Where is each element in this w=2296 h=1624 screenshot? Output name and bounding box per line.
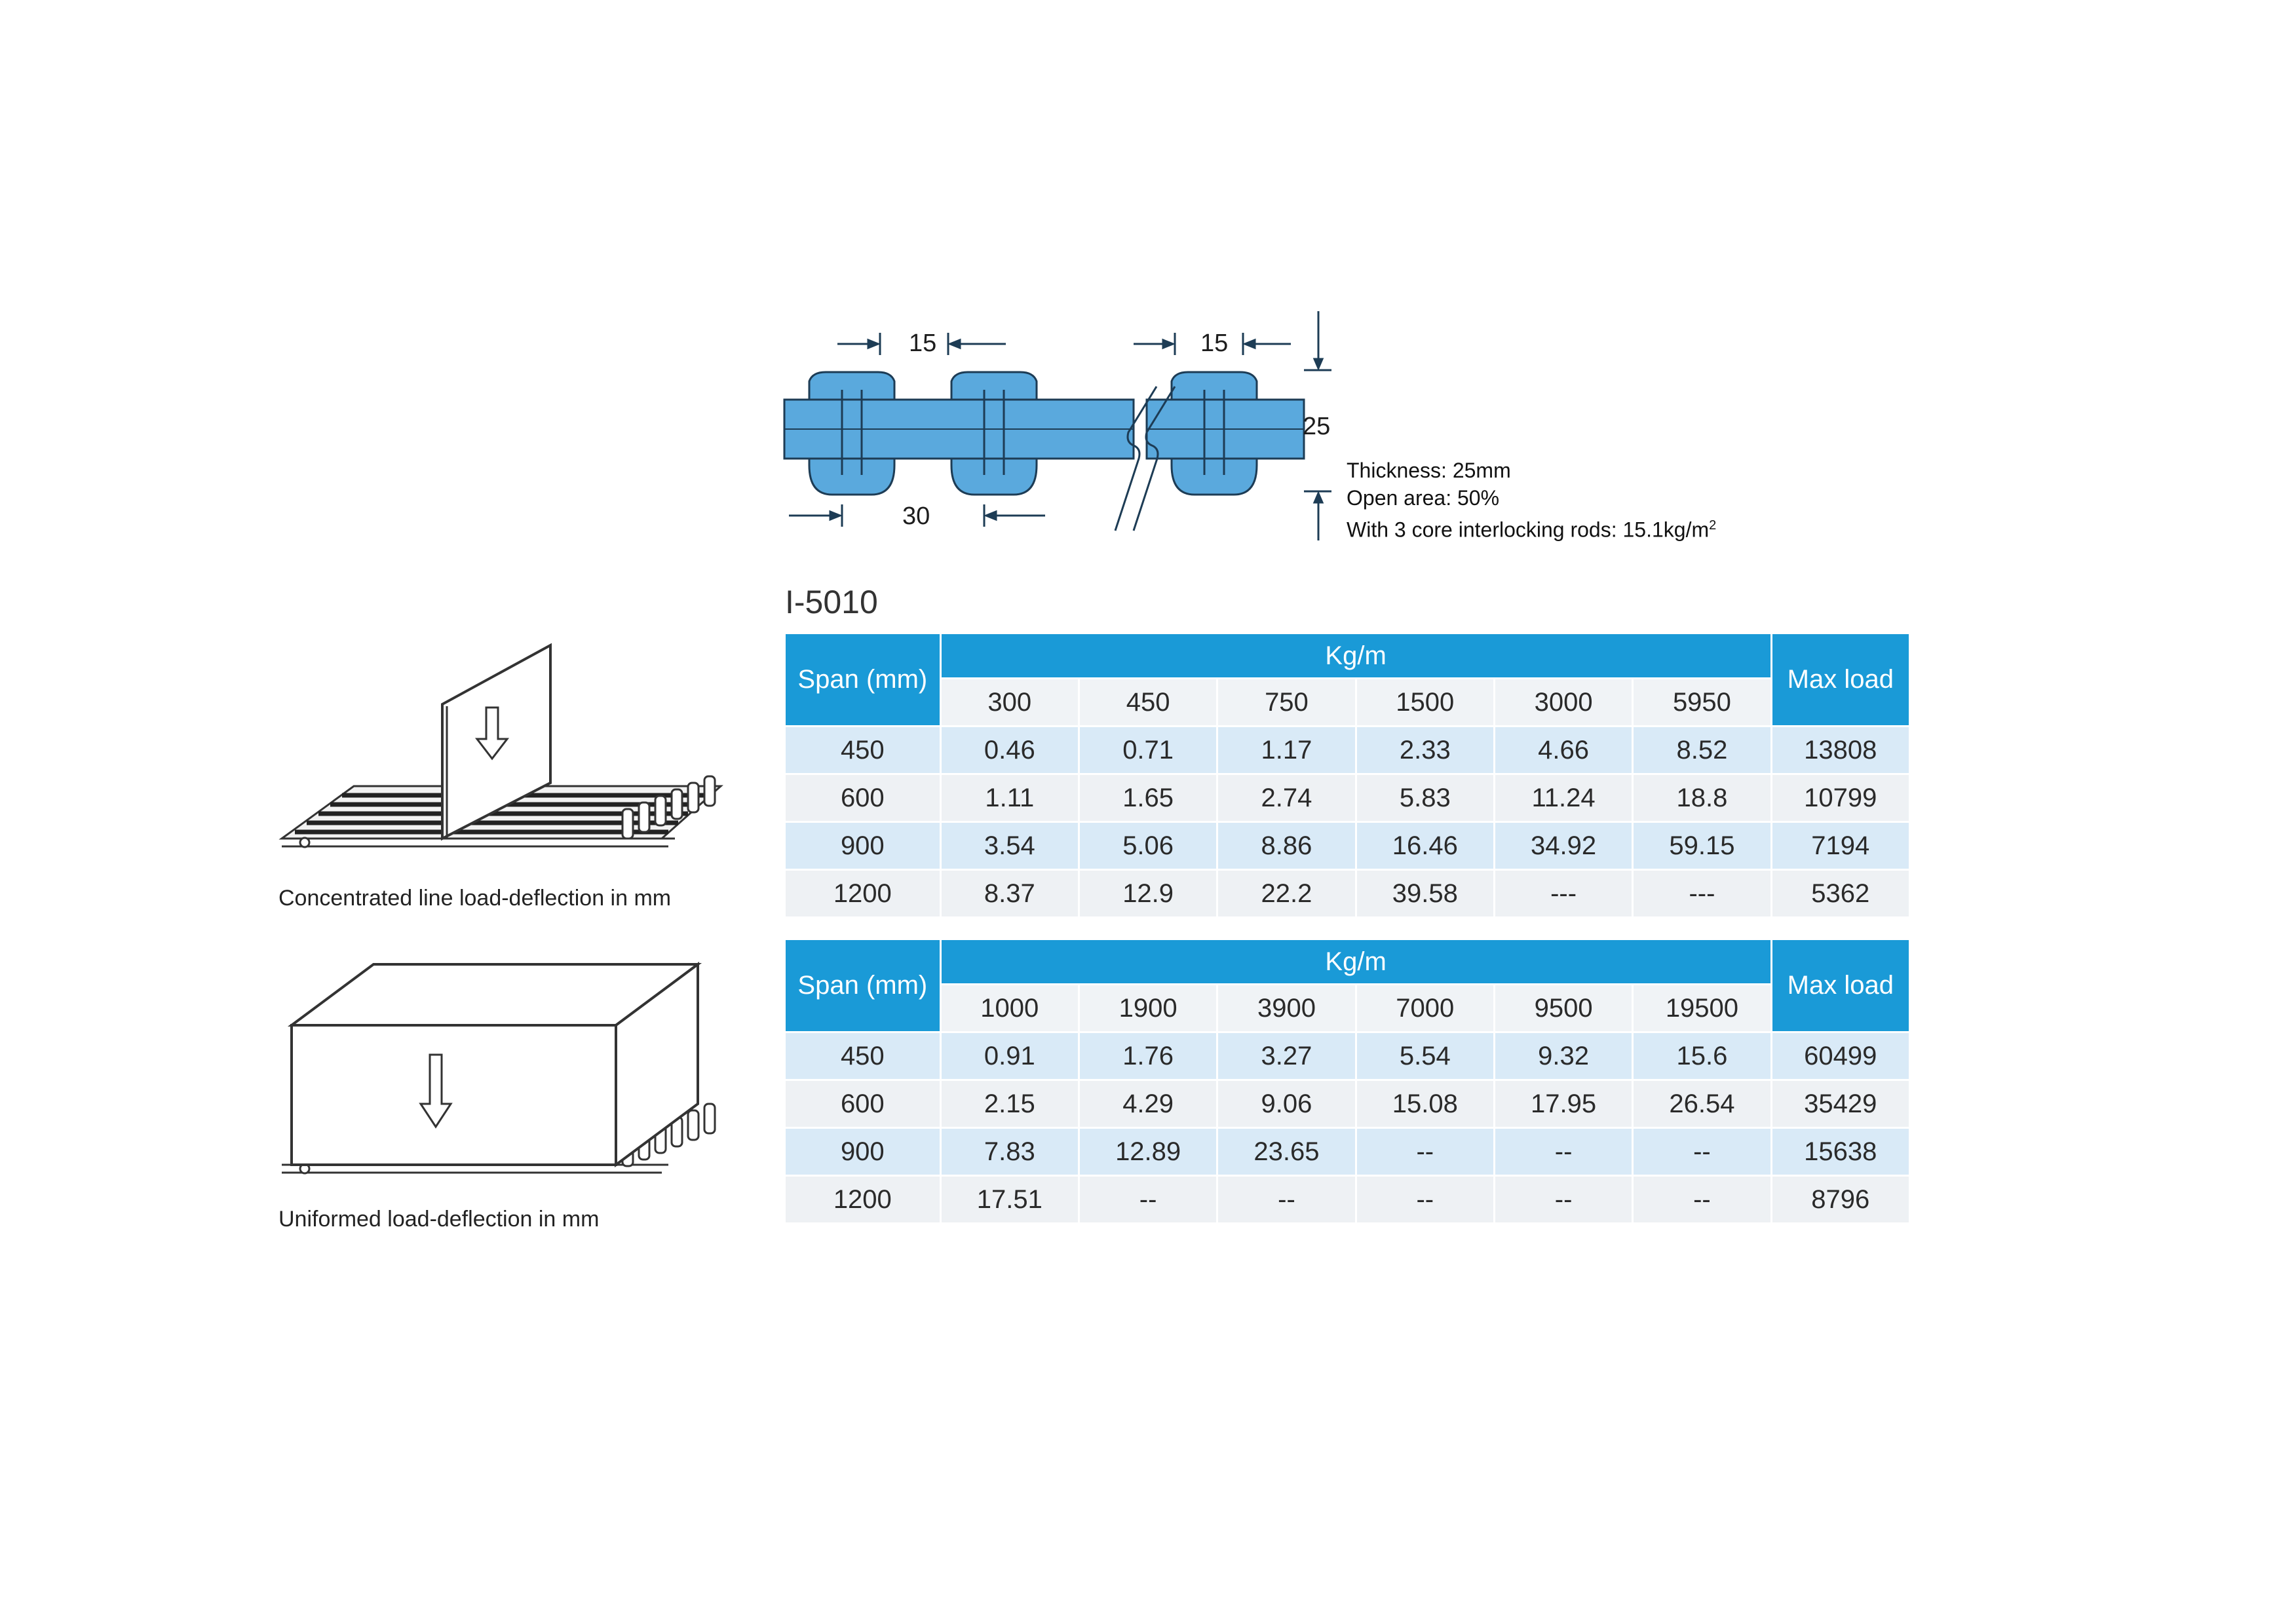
deflection-cell: --	[1218, 1177, 1354, 1222]
deflection-cell: 0.91	[942, 1033, 1078, 1079]
max-load-cell: 35429	[1772, 1081, 1909, 1127]
deflection-cell: --	[1357, 1177, 1493, 1222]
kg-header: Kg/m	[942, 940, 1770, 983]
spec-list	[1347, 457, 1716, 544]
uniform-load-table	[784, 938, 1911, 1224]
dim-pitch-right: 15	[1200, 330, 1229, 357]
span-cell: 450	[786, 727, 940, 773]
max-load-cell: 5362	[1772, 871, 1909, 916]
deflection-cell: 1.65	[1080, 775, 1216, 821]
max-load-cell: 8796	[1772, 1177, 1909, 1222]
load-col-header: 1000	[942, 985, 1078, 1031]
load-col-header: 300	[942, 679, 1078, 725]
line-load-illustration	[275, 642, 727, 871]
line-load-table	[784, 632, 1911, 918]
deflection-cell: 26.54	[1634, 1081, 1770, 1127]
load-col-header: 9500	[1495, 985, 1632, 1031]
deflection-cell: 2.33	[1357, 727, 1493, 773]
max-load-header: Max load	[1772, 634, 1909, 725]
deflection-cell: 7.83	[942, 1129, 1078, 1175]
deflection-cell: 39.58	[1357, 871, 1493, 916]
load-col-header: 450	[1080, 679, 1216, 725]
table-row	[786, 1129, 1909, 1175]
deflection-cell: 15.08	[1357, 1081, 1493, 1127]
spec-rods-text: With 3 core interlocking rods: 15.1kg/m	[1347, 518, 1710, 542]
deflection-cell: --	[1634, 1177, 1770, 1222]
deflection-cell: 2.15	[942, 1081, 1078, 1127]
deflection-cell: 8.52	[1634, 727, 1770, 773]
load-col-header: 5950	[1634, 679, 1770, 725]
span-cell: 450	[786, 1033, 940, 1079]
deflection-cell: 11.24	[1495, 775, 1632, 821]
table-row	[786, 823, 1909, 869]
kg-header: Kg/m	[942, 634, 1770, 677]
deflection-cell: 2.74	[1218, 775, 1354, 821]
deflection-cell: 8.37	[942, 871, 1078, 916]
span-header: Span (mm)	[786, 634, 940, 725]
span-cell: 600	[786, 775, 940, 821]
table-row	[786, 871, 1909, 916]
deflection-cell: 22.2	[1218, 871, 1354, 916]
span-cell: 1200	[786, 1177, 940, 1222]
load-col-header: 1500	[1357, 679, 1493, 725]
span-cell: 1200	[786, 871, 940, 916]
deflection-cell: ---	[1495, 871, 1632, 916]
deflection-cell: 59.15	[1634, 823, 1770, 869]
deflection-cell: 5.54	[1357, 1033, 1493, 1079]
load-col-header: 7000	[1357, 985, 1493, 1031]
deflection-cell: 8.86	[1218, 823, 1354, 869]
span-cell: 600	[786, 1081, 940, 1127]
max-load-cell: 15638	[1772, 1129, 1909, 1175]
table-row	[786, 1177, 1909, 1222]
load-col-header: 19500	[1634, 985, 1770, 1031]
deflection-cell: 23.65	[1218, 1129, 1354, 1175]
table-row	[786, 775, 1909, 821]
deflection-cell: 1.76	[1080, 1033, 1216, 1079]
deflection-cell: 9.06	[1218, 1081, 1354, 1127]
deflection-cell: 3.27	[1218, 1033, 1354, 1079]
uniform-load-caption: Uniformed load-deflection in mm	[278, 1207, 600, 1232]
deflection-cell: 1.11	[942, 775, 1078, 821]
deflection-cell: --	[1357, 1129, 1493, 1175]
spec-thickness: Thickness: 25mm	[1347, 459, 1511, 482]
line-load-caption: Concentrated line load-deflection in mm	[278, 886, 672, 911]
deflection-cell: --	[1080, 1177, 1216, 1222]
spec-rods	[1347, 512, 1716, 544]
deflection-cell: ---	[1634, 871, 1770, 916]
deflection-cell: 4.29	[1080, 1081, 1216, 1127]
deflection-cell: 16.46	[1357, 823, 1493, 869]
deflection-cell: 0.46	[942, 727, 1078, 773]
deflection-cell: 12.89	[1080, 1129, 1216, 1175]
deflection-cell: 17.51	[942, 1177, 1078, 1222]
deflection-cell: 5.83	[1357, 775, 1493, 821]
load-col-header: 3900	[1218, 985, 1354, 1031]
uniform-load-illustration	[275, 956, 727, 1192]
load-col-header: 1900	[1080, 985, 1216, 1031]
max-load-cell: 60499	[1772, 1033, 1909, 1079]
deflection-cell: --	[1634, 1129, 1770, 1175]
deflection-cell: 0.71	[1080, 727, 1216, 773]
deflection-cell: --	[1495, 1129, 1632, 1175]
span-cell: 900	[786, 823, 940, 869]
spec-open-area: Open area: 50%	[1347, 486, 1500, 510]
deflection-cell: 15.6	[1634, 1033, 1770, 1079]
dim-pitch-left: 15	[909, 330, 937, 357]
table-row	[786, 727, 1909, 773]
dim-thickness: 25	[1303, 413, 1331, 440]
span-cell: 900	[786, 1129, 940, 1175]
deflection-cell: 34.92	[1495, 823, 1632, 869]
load-col-header: 3000	[1495, 679, 1632, 725]
max-load-header: Max load	[1772, 940, 1909, 1031]
max-load-cell: 10799	[1772, 775, 1909, 821]
deflection-cell: --	[1495, 1177, 1632, 1222]
deflection-cell: 3.54	[942, 823, 1078, 869]
deflection-cell: 4.66	[1495, 727, 1632, 773]
span-header: Span (mm)	[786, 940, 940, 1031]
table-row	[786, 1033, 1909, 1079]
deflection-cell: 1.17	[1218, 727, 1354, 773]
deflection-cell: 9.32	[1495, 1033, 1632, 1079]
load-col-header: 750	[1218, 679, 1354, 725]
dim-spacing: 30	[902, 502, 930, 530]
deflection-cell: 17.95	[1495, 1081, 1632, 1127]
table-row	[786, 1081, 1909, 1127]
deflection-cell: 5.06	[1080, 823, 1216, 869]
max-load-cell: 13808	[1772, 727, 1909, 773]
deflection-cell: 12.9	[1080, 871, 1216, 916]
spec-rods-sup: 2	[1709, 518, 1717, 533]
max-load-cell: 7194	[1772, 823, 1909, 869]
model-title: I-5010	[785, 584, 878, 620]
deflection-cell: 18.8	[1634, 775, 1770, 821]
